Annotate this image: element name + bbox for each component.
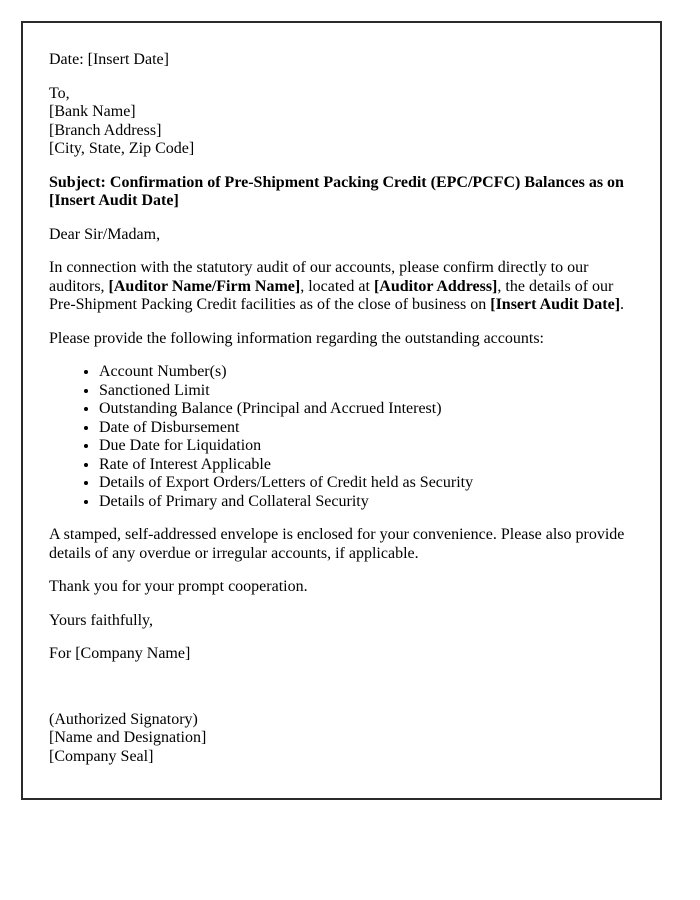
closing-paragraph: A stamped, self-addressed envelope is enclosed for your convenience. Please also provide details of any overdue or irregular accounts, if applicable. xyxy=(49,526,625,562)
list-intro: Please provide the following information regarding the outstanding accounts: xyxy=(49,329,544,347)
list-item-primary-collateral-security: • Details of Primary and Collateral Security xyxy=(99,493,634,512)
list-item-rate-of-interest: • Rate of Interest Applicable xyxy=(99,456,634,475)
recipient-line-branch-address: [Branch Address] xyxy=(49,121,162,139)
signature-line-company-seal: [Company Seal] xyxy=(49,747,154,765)
auditor-name-placeholder: [Auditor Name/Firm Name] xyxy=(108,277,301,295)
audit-date-placeholder: [Insert Audit Date] xyxy=(490,296,621,313)
signature-block xyxy=(49,711,634,767)
signature-space xyxy=(49,679,634,711)
list-item-outstanding-balance: • Outstanding Balance (Principal and Accrued Interest) xyxy=(99,400,634,419)
intro-paragraph xyxy=(49,259,634,315)
recipient-line-to: To, xyxy=(49,84,70,102)
recipient-line-bank-name: [Bank Name] xyxy=(49,103,136,120)
valediction: Yours faithfully, xyxy=(49,611,154,629)
thanks-line: Thank you for your prompt cooperation. xyxy=(49,578,308,595)
recipient-block xyxy=(49,85,634,159)
list-item-export-orders-security: • Details of Export Orders/Letters of Credit held as Security xyxy=(99,474,634,493)
intro-text-2: , located at xyxy=(300,277,374,295)
intro-text-3: , the details of our Pre-Shipment Packing Credit facilities as of the close of business on xyxy=(49,277,614,313)
subject-line: Subject: Confirmation of Pre-Shipment Packing Credit (EPC/PCFC) Balances as on [Insert Audit Date] xyxy=(49,173,624,209)
list-item-due-date-liquidation: • Due Date for Liquidation xyxy=(99,437,634,456)
requirements-list xyxy=(49,363,634,511)
salutation: Dear Sir/Madam, xyxy=(49,225,161,243)
date-line: Date: [Insert Date] xyxy=(49,51,169,68)
signature-line-authorized-signatory: (Authorized Signatory) xyxy=(49,710,198,728)
intro-text-4: . xyxy=(620,296,625,313)
company-line: For [Company Name] xyxy=(49,645,191,662)
list-item-account-numbers: • Account Number(s) xyxy=(99,363,634,382)
signature-line-name-designation: [Name and Designation] xyxy=(49,729,207,746)
intro-text-1: In connection with the statutory audit of our accounts, please confirm directly to our auditors, xyxy=(49,259,589,295)
letter-document xyxy=(21,21,662,800)
auditor-address-placeholder: [Auditor Address] xyxy=(373,277,498,295)
recipient-line-city-state-zip: [City, State, Zip Code] xyxy=(49,140,195,157)
list-item-date-of-disbursement: • Date of Disbursement xyxy=(99,419,634,438)
list-item-sanctioned-limit: • Sanctioned Limit xyxy=(99,382,634,401)
